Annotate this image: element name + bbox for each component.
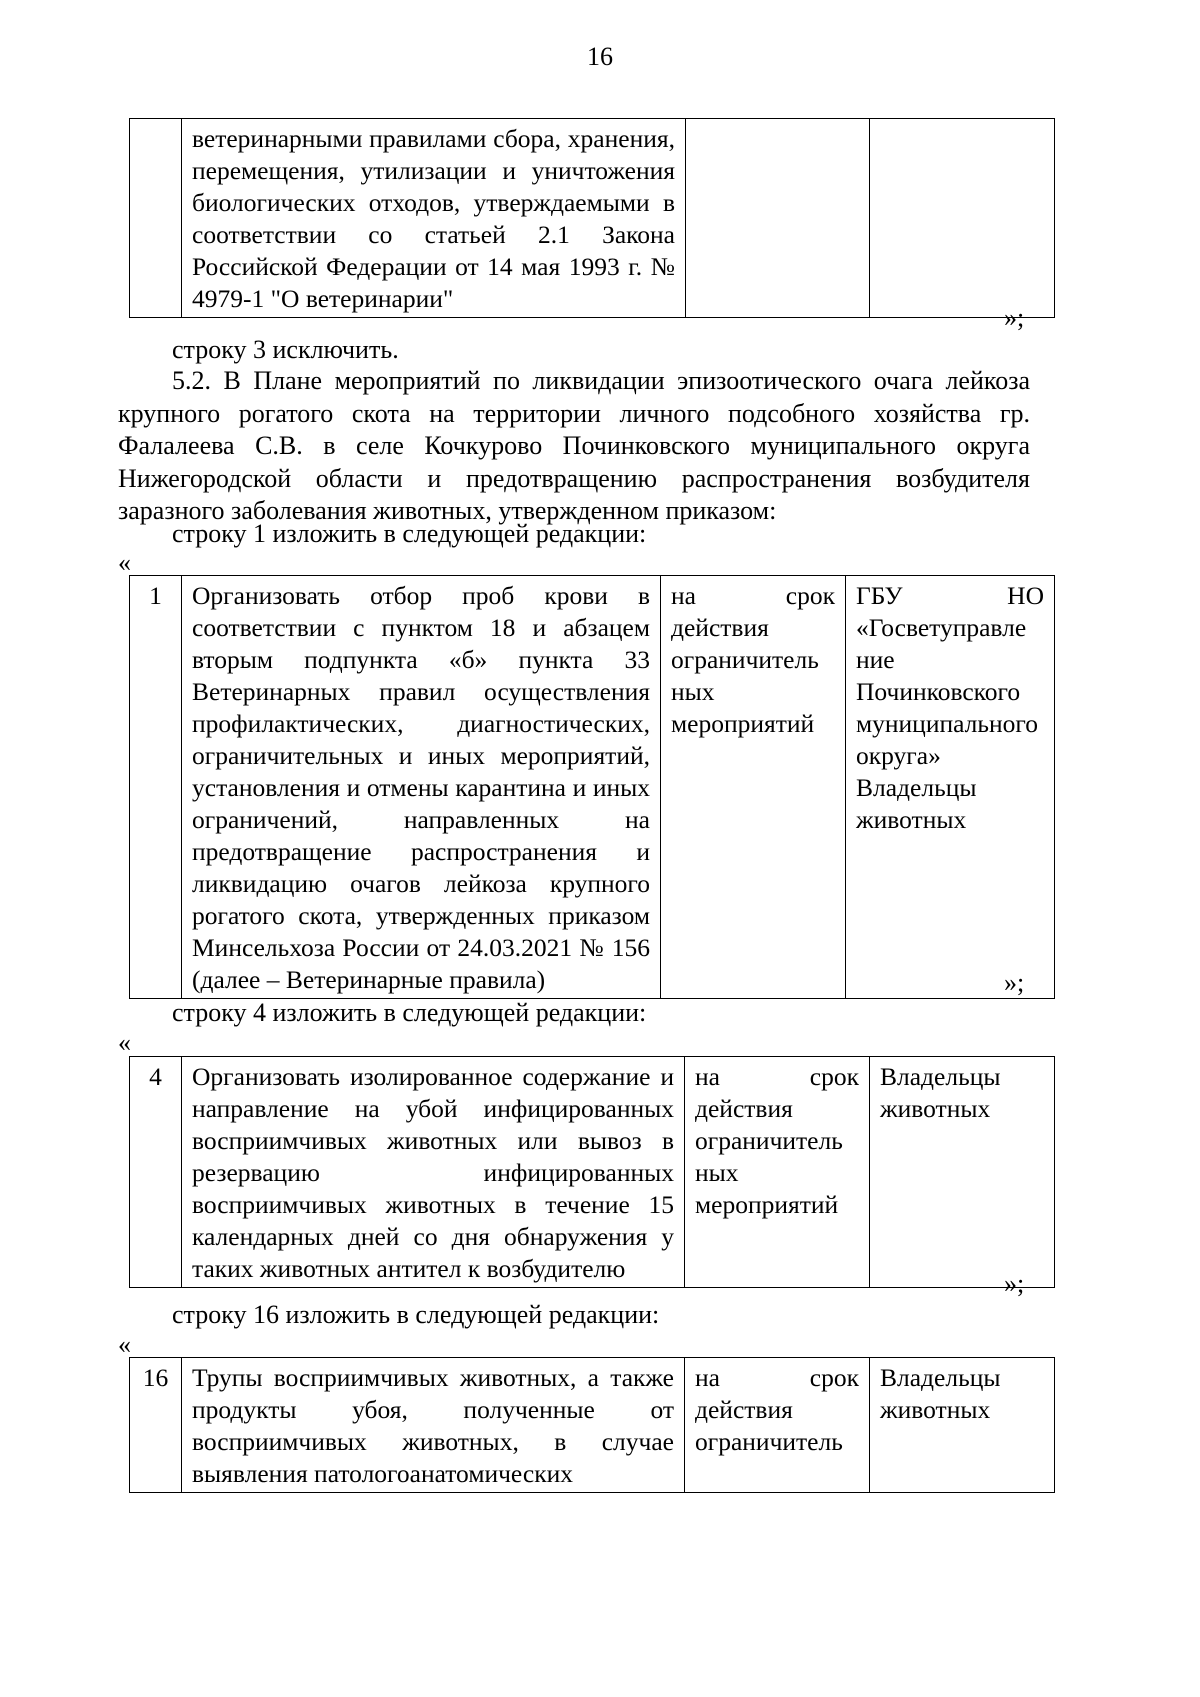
cell-num (130, 119, 182, 318)
opening-quote: « (118, 548, 131, 577)
cell-term: на срок действия ограничитель (685, 1358, 870, 1493)
table-row (130, 1057, 1055, 1288)
cell-responsible: Владельцы животных (870, 1358, 1055, 1493)
row4-table (129, 1056, 1055, 1288)
paragraph-row16-intro: строку 16 изложить в следующей редакции: (172, 1300, 660, 1329)
row16-table (129, 1357, 1055, 1493)
cell-num: 4 (130, 1057, 182, 1288)
cell-text: Организовать изолированное содержание и направление на убой инфицированных восприимчивых животных или вывоз в резервацию инфицированных восприимчивых животных в течение 15 календарных дней со дня обнаружения у таких животных антител к возбудителю (182, 1057, 685, 1288)
cell-num: 1 (130, 576, 182, 999)
table-row (130, 119, 1055, 318)
closing-quote: »; (1004, 1269, 1025, 1298)
opening-quote: « (118, 1330, 131, 1359)
table-row (130, 576, 1055, 999)
page-number: 16 (587, 42, 613, 71)
cell-text: Организовать отбор проб крови в соответствии с пунктом 18 и абзацем вторым подпункта «б» пункта 33 Ветеринарных правил осуществления профилактических, диагностических, ограничительных и иных мероприятий, установления и отмены карантина и иных ограничений, направленных на предотвращение распространения и ликвидацию очагов лейкоза крупного рогатого скота, утвержденных приказом Минсельхоза России от 24.03.2021 № 156 (далее – Ветеринарные правила) (182, 576, 661, 999)
cell-text: ветеринарными правилами сбора, хранения, перемещения, утилизации и уничтожения биологических отходов, утверждаемыми в соответствии со статьей 2.1 Закона Российской Федерации от 14 мая 1993 г. № 4979-1 "О ветеринарии" (182, 119, 686, 318)
cell-num: 16 (130, 1358, 182, 1493)
cell-term (686, 119, 870, 318)
cell-term: на срок действия ограничитель ных мероприятий (685, 1057, 870, 1288)
paragraph-exclude-row3: строку 3 исключить. (172, 335, 399, 364)
paragraph-row4-intro: строку 4 изложить в следующей редакции: (172, 998, 647, 1027)
cell-text: Трупы восприимчивых животных, а также продукты убоя, полученные от восприимчивых животных, в случае выявления патологоанатомических (182, 1358, 685, 1493)
paragraph-section-5-2: 5.2. В Плане мероприятий по ликвидации эпизоотического очага лейкоза крупного рогатого скота на территории личного подсобного хозяйства гр. Фалалеева С.В. в селе Кочкурово Починковского муниципального округа Нижегородской области и предотвращению распространения возбудителя заразного заболевания животных, утвержденном приказом: (118, 366, 1030, 525)
cell-term: на срок действия ограничитель ных мероприятий (661, 576, 846, 999)
cell-responsible: ГБУ НО «Госветуправле ние Починковского муниципального округа» Владельцы животных (846, 576, 1055, 999)
paragraph-row1-intro: строку 1 изложить в следующей редакции: (172, 519, 647, 548)
closing-quote: »; (1004, 303, 1025, 332)
cell-responsible (870, 119, 1055, 318)
row1-table (129, 575, 1055, 999)
table-row (130, 1358, 1055, 1493)
closing-quote: »; (1004, 968, 1025, 997)
opening-quote: « (118, 1028, 131, 1057)
top-table (129, 118, 1055, 318)
cell-responsible: Владельцы животных (870, 1057, 1055, 1288)
